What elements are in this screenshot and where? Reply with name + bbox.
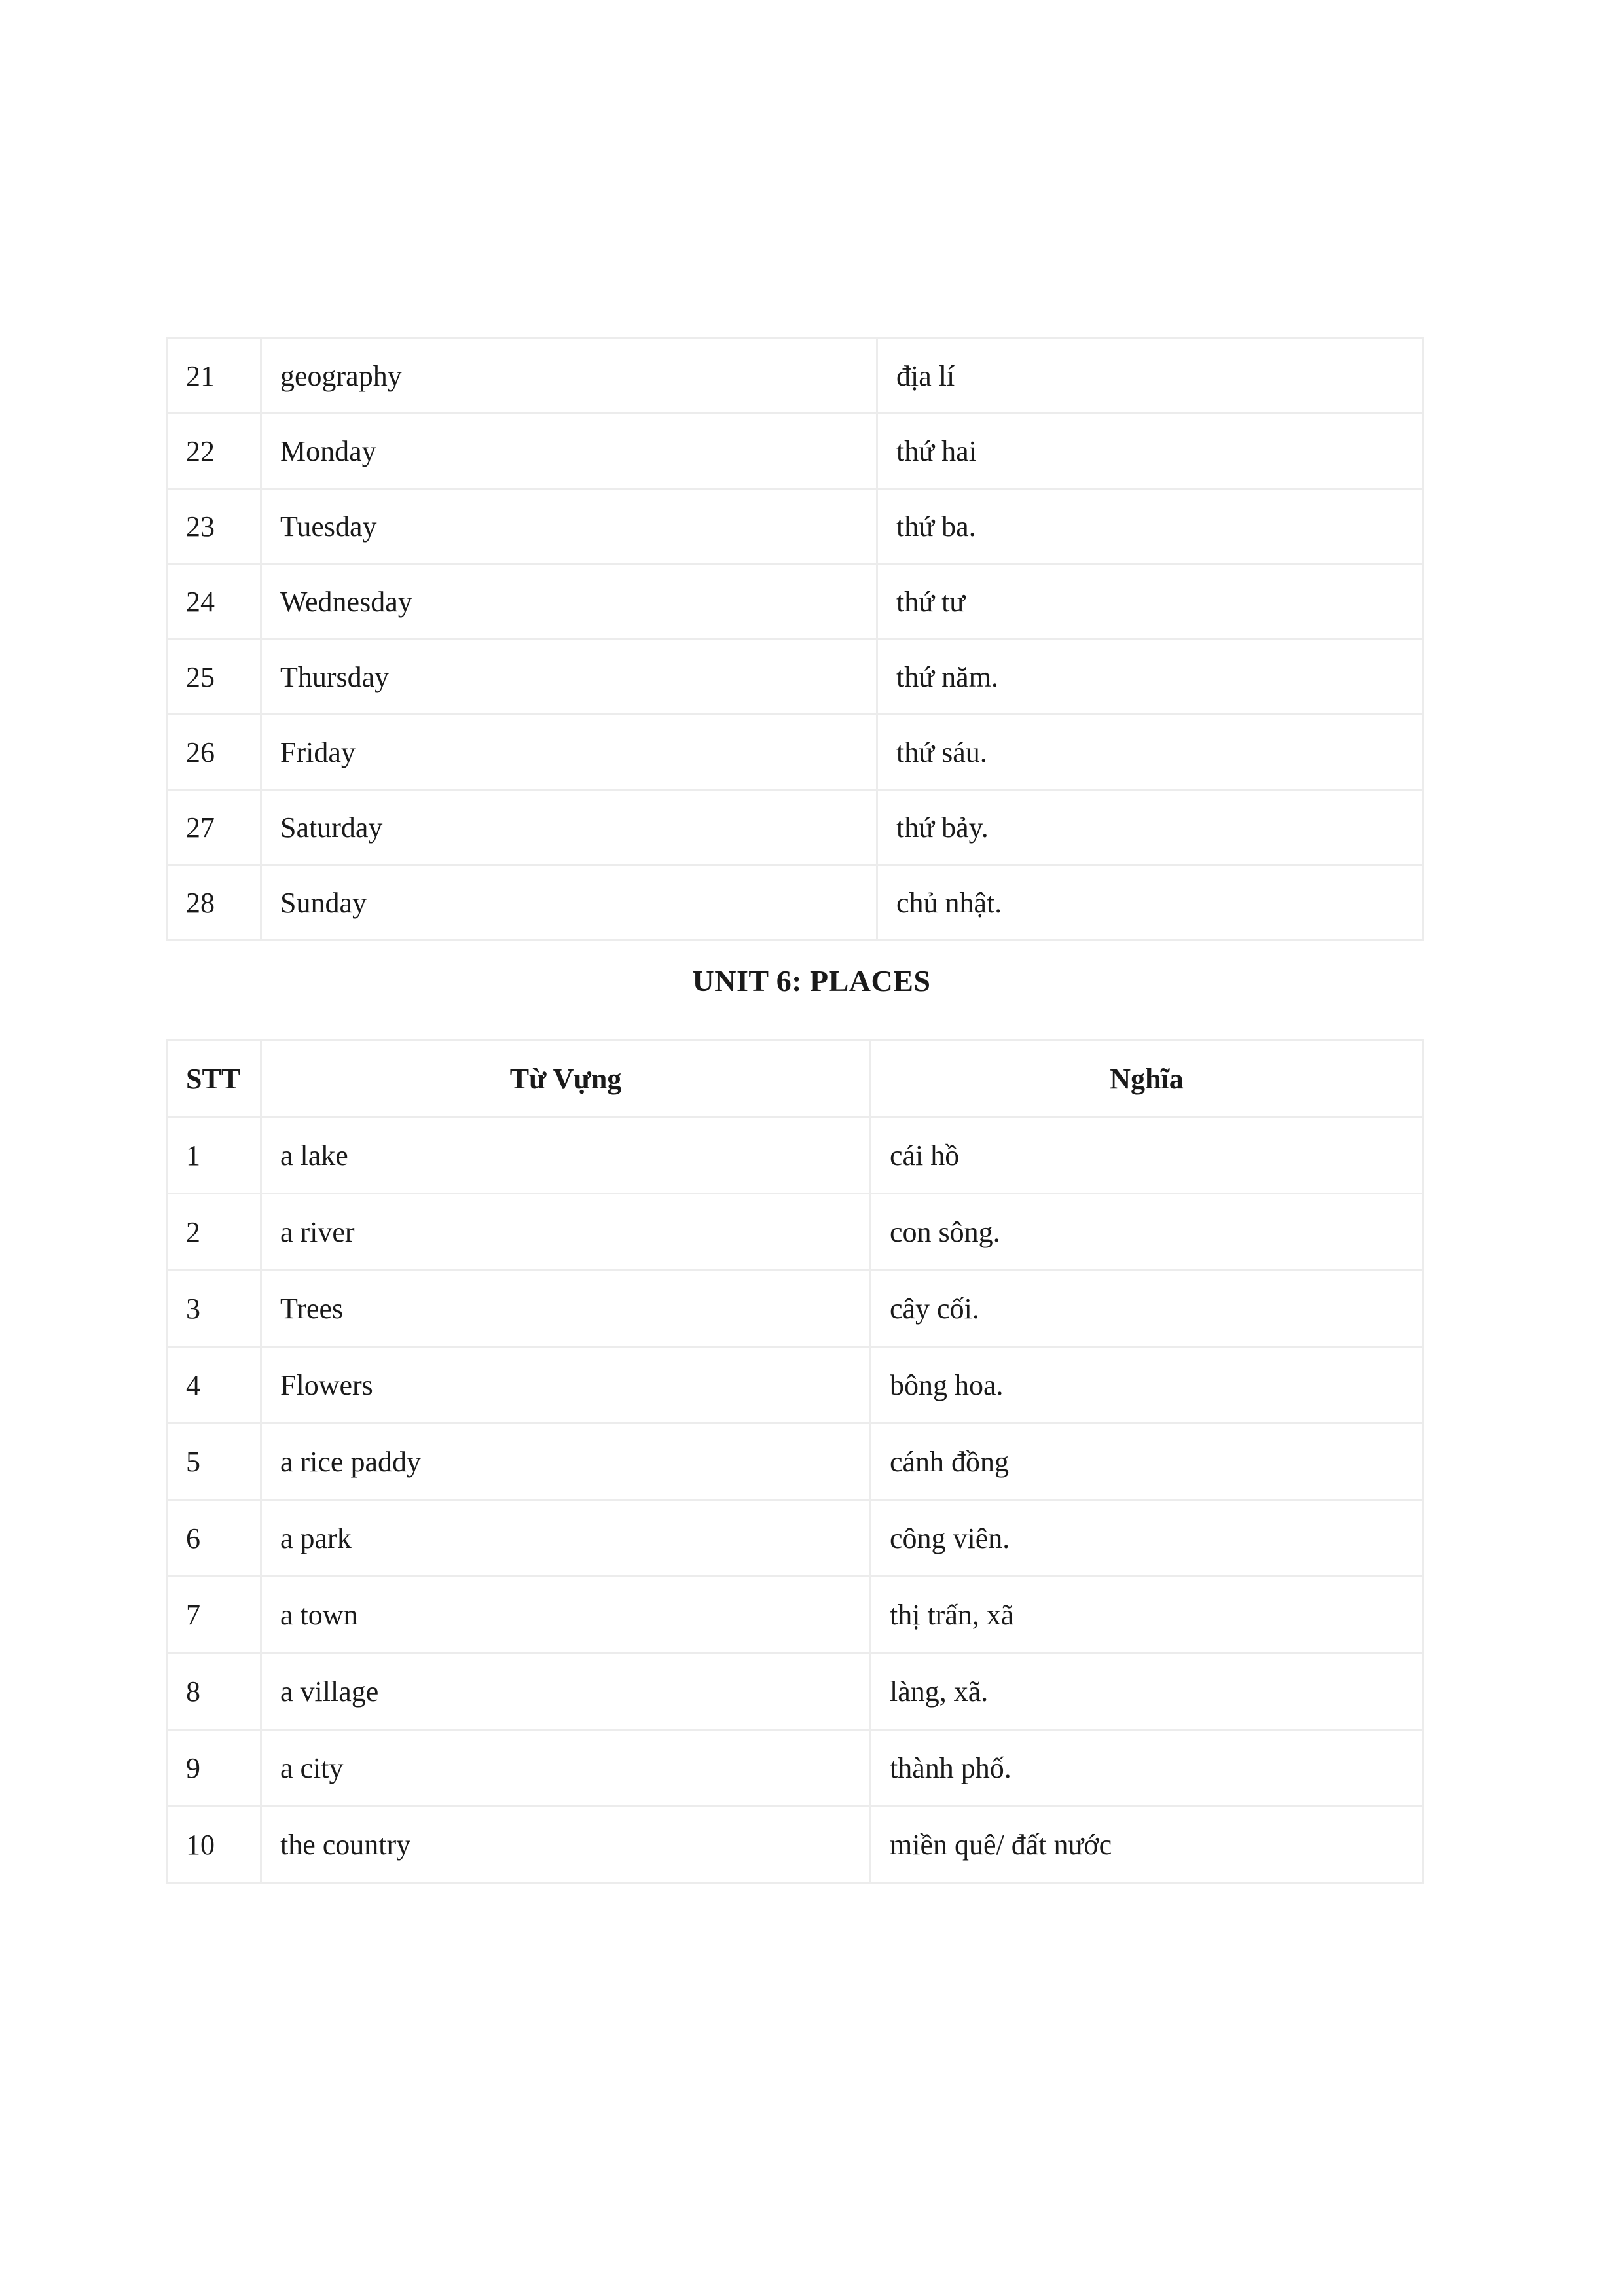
row-meaning: miền quê/ đất nước xyxy=(871,1806,1423,1883)
row-meaning: thứ ba. xyxy=(877,489,1423,564)
row-number: 23 xyxy=(167,489,261,564)
row-number: 7 xyxy=(167,1577,261,1653)
row-word: the country xyxy=(261,1806,871,1883)
table-row xyxy=(167,338,1423,414)
table-row xyxy=(167,1730,1423,1806)
row-meaning: cánh đồng xyxy=(871,1424,1423,1500)
table-header-row xyxy=(167,1041,1423,1117)
row-meaning: thứ năm. xyxy=(877,639,1423,715)
vocab-table-continued-body xyxy=(167,338,1423,941)
table-row xyxy=(167,865,1423,941)
table-row xyxy=(167,489,1423,564)
row-word: a lake xyxy=(261,1117,871,1194)
row-number: 1 xyxy=(167,1117,261,1194)
row-number: 25 xyxy=(167,639,261,715)
row-word: Wednesday xyxy=(261,564,877,639)
row-meaning: thành phố. xyxy=(871,1730,1423,1806)
row-meaning: công viên. xyxy=(871,1500,1423,1577)
row-meaning: làng, xã. xyxy=(871,1653,1423,1730)
table-row xyxy=(167,1577,1423,1653)
row-word: a river xyxy=(261,1194,871,1270)
row-meaning: thứ bảy. xyxy=(877,790,1423,865)
row-number: 5 xyxy=(167,1424,261,1500)
table-row xyxy=(167,1500,1423,1577)
table-row xyxy=(167,1270,1423,1347)
row-number: 26 xyxy=(167,715,261,790)
row-number: 9 xyxy=(167,1730,261,1806)
table-row xyxy=(167,790,1423,865)
row-word: a village xyxy=(261,1653,871,1730)
row-meaning: con sông. xyxy=(871,1194,1423,1270)
row-meaning: thứ hai xyxy=(877,414,1423,489)
table-row xyxy=(167,414,1423,489)
row-number: 27 xyxy=(167,790,261,865)
table-row xyxy=(167,639,1423,715)
vocab-table-unit-6-body xyxy=(167,1117,1423,1883)
row-word: a park xyxy=(261,1500,871,1577)
row-number: 21 xyxy=(167,338,261,414)
table-row xyxy=(167,1194,1423,1270)
header-stt: STT xyxy=(167,1041,261,1117)
row-number: 3 xyxy=(167,1270,261,1347)
section-title: UNIT 6: PLACES xyxy=(692,964,931,997)
row-number: 24 xyxy=(167,564,261,639)
header-meaning: Nghĩa xyxy=(871,1041,1423,1117)
row-meaning: thị trấn, xã xyxy=(871,1577,1423,1653)
row-word: a rice paddy xyxy=(261,1424,871,1500)
row-number: 8 xyxy=(167,1653,261,1730)
row-number: 10 xyxy=(167,1806,261,1883)
table-row xyxy=(167,564,1423,639)
row-meaning: địa lí xyxy=(877,338,1423,414)
row-number: 6 xyxy=(167,1500,261,1577)
row-word: a city xyxy=(261,1730,871,1806)
table-row xyxy=(167,1117,1423,1194)
row-word: Monday xyxy=(261,414,877,489)
header-vocabulary: Từ Vựng xyxy=(261,1041,871,1117)
table-row xyxy=(167,1653,1423,1730)
row-meaning: thứ sáu. xyxy=(877,715,1423,790)
row-word: a town xyxy=(261,1577,871,1653)
vocab-table-continued xyxy=(166,337,1424,941)
row-number: 22 xyxy=(167,414,261,489)
row-meaning: bông hoa. xyxy=(871,1347,1423,1424)
table-row xyxy=(167,1806,1423,1883)
vocab-table-unit-6 xyxy=(166,1039,1424,1884)
row-word: Saturday xyxy=(261,790,877,865)
row-meaning: cái hồ xyxy=(871,1117,1423,1194)
row-word: Flowers xyxy=(261,1347,871,1424)
row-word: Trees xyxy=(261,1270,871,1347)
row-word: Thursday xyxy=(261,639,877,715)
row-word: geography xyxy=(261,338,877,414)
row-meaning: cây cối. xyxy=(871,1270,1423,1347)
row-meaning: chủ nhật. xyxy=(877,865,1423,941)
row-meaning: thứ tư xyxy=(877,564,1423,639)
row-number: 28 xyxy=(167,865,261,941)
table-row xyxy=(167,1424,1423,1500)
row-word: Sunday xyxy=(261,865,877,941)
row-number: 2 xyxy=(167,1194,261,1270)
row-word: Friday xyxy=(261,715,877,790)
table-row xyxy=(167,715,1423,790)
row-number: 4 xyxy=(167,1347,261,1424)
row-word: Tuesday xyxy=(261,489,877,564)
table-row xyxy=(167,1347,1423,1424)
